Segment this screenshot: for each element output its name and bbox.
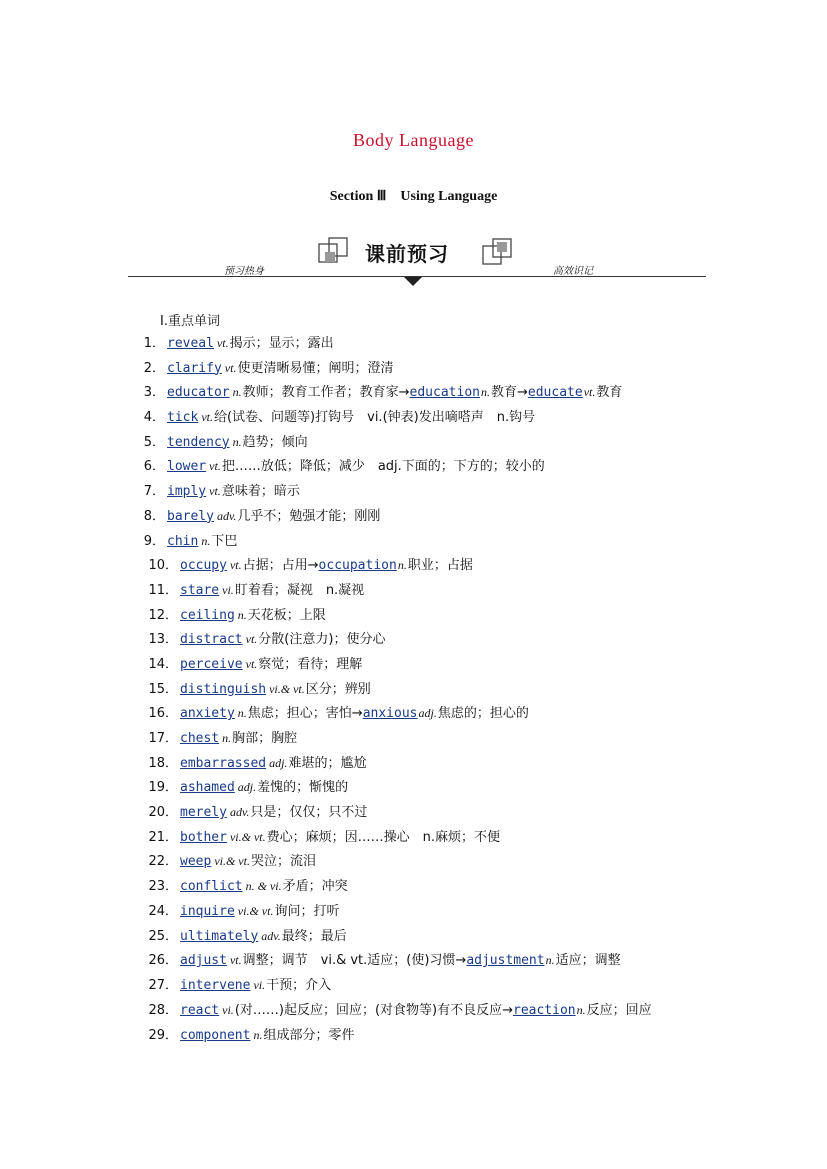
derived-word: adjustment	[466, 953, 545, 969]
item-number: 7．	[143, 484, 165, 500]
vocab-list	[118, 331, 718, 1048]
vocab-word: ultimately	[180, 928, 259, 944]
word-meaning: 组成部分；零件	[263, 1028, 355, 1044]
vocab-item	[118, 800, 718, 825]
part-of-speech: vt.	[209, 459, 221, 474]
item-number: 26．	[148, 953, 178, 969]
word-meaning: 区分；辨别	[305, 681, 371, 697]
item-number: 19．	[148, 780, 178, 796]
derived-meaning: 教育	[596, 385, 623, 401]
word-meaning: 胸部；胸腔	[232, 731, 298, 746]
vocab-item	[118, 924, 718, 949]
item-number: 15．	[148, 681, 178, 697]
vocab-word: component	[180, 1028, 251, 1044]
word-meaning: 羞愧的；惭愧的	[257, 780, 349, 796]
vocab-word: merely	[180, 805, 227, 821]
vocab-word: perceive	[180, 656, 243, 672]
part-of-speech: adv.	[216, 508, 237, 523]
banner-title: 课前预习	[365, 242, 449, 266]
vocab-item	[118, 454, 718, 479]
squares-icon	[317, 236, 351, 270]
vocab-item	[118, 825, 718, 850]
derived-pos: n.	[480, 385, 490, 400]
word-meaning: 给(试卷、问题等)打钩号 vi.(钟表)发出嘀嗒声 n.钩号	[213, 410, 536, 426]
vocab-word: reveal	[167, 336, 214, 351]
word-meaning: (对……)起反应；回应；(对食物等)有不良反应→	[234, 1002, 513, 1018]
vocab-item	[118, 603, 718, 628]
part-of-speech: n.	[201, 533, 211, 548]
vocab-word: anxiety	[180, 706, 235, 722]
vocab-item	[118, 553, 718, 578]
part-of-speech: vi.& vt.	[269, 681, 305, 696]
vocab-word: tick	[167, 410, 199, 426]
item-number: 2．	[143, 360, 165, 376]
vocab-item	[118, 899, 718, 924]
vocab-word: adjust	[180, 953, 227, 969]
vocab-item	[118, 775, 718, 800]
vocab-word: stare	[180, 582, 220, 598]
vocab-word: distinguish	[180, 681, 267, 697]
vocab-item	[118, 973, 718, 998]
part-of-speech: adj.	[269, 755, 288, 770]
vocab-item	[118, 652, 718, 677]
derived-meaning: 焦虑的；担心的	[437, 706, 529, 722]
vocab-word: ceiling	[180, 607, 235, 623]
item-number: 24．	[148, 903, 178, 919]
part-of-speech: n. & vi.	[245, 879, 282, 894]
word-meaning: 哭泣；流泪	[250, 854, 316, 870]
item-number: 9．	[143, 533, 165, 549]
derived-pos: n.	[576, 1002, 586, 1017]
part-of-speech: vt.	[209, 484, 221, 499]
squares-icon	[481, 236, 515, 270]
part-of-speech: adj.	[237, 780, 257, 795]
item-number: 1．	[143, 336, 165, 351]
word-meaning: 费心；麻烦；因……操心 n.麻烦；不便	[266, 829, 500, 845]
part-of-speech: vt.	[224, 360, 237, 375]
preview-banner	[128, 230, 706, 288]
item-number: 20．	[148, 805, 178, 821]
item-number: 10．	[148, 558, 178, 574]
derived-word: educate	[527, 385, 583, 401]
vocab-item	[118, 529, 718, 554]
vocab-word: chin	[167, 533, 199, 549]
derived-pos: n.	[397, 558, 407, 573]
vocab-word: embarrassed	[180, 755, 267, 771]
vocab-word: tendency	[167, 434, 230, 450]
derived-meaning: 适应；调整	[555, 953, 621, 969]
word-meaning: 分散(注意力)；使分心	[258, 632, 386, 648]
word-meaning: 把……放低；降低；减少 adj.下面的；下方的；较小的	[221, 459, 545, 475]
vocab-word: inquire	[180, 903, 235, 919]
item-number: 6．	[143, 459, 165, 475]
vocab-word: intervene	[180, 977, 251, 993]
word-meaning: 只是；仅仅；只不过	[250, 805, 368, 821]
word-meaning: 占据；占用→	[242, 558, 319, 574]
section-heading: Ⅰ.重点单词	[160, 314, 220, 329]
item-number: 12．	[148, 607, 178, 623]
vocab-word: ashamed	[180, 780, 235, 796]
derived-meaning: 教育→	[490, 385, 528, 401]
part-of-speech: n.	[222, 731, 232, 745]
derived-word: education	[409, 385, 480, 401]
vocab-item	[118, 627, 718, 652]
vocab-item	[118, 405, 718, 430]
item-number: 28．	[148, 1002, 178, 1018]
part-of-speech: vi.	[222, 582, 234, 597]
vocab-item	[118, 849, 718, 874]
word-meaning: 下巴	[211, 533, 238, 549]
vocab-item	[118, 380, 718, 405]
item-number: 27．	[148, 977, 178, 993]
part-of-speech: vt.	[245, 632, 258, 647]
part-of-speech: vt.	[245, 656, 258, 671]
vocab-item	[118, 430, 718, 455]
vocab-item	[118, 356, 718, 381]
item-number: 29．	[148, 1028, 178, 1044]
part-of-speech: vi.	[253, 977, 266, 992]
part-of-speech: vt.	[229, 558, 242, 573]
vocab-item	[118, 948, 718, 973]
item-number: 4．	[143, 410, 165, 426]
item-number: 3．	[143, 385, 165, 401]
word-meaning: 天花板；上限	[247, 607, 326, 623]
part-of-speech: n.	[253, 1028, 263, 1043]
derived-word: anxious	[362, 706, 418, 722]
item-number: 18．	[148, 755, 178, 771]
vocab-word: weep	[180, 854, 212, 870]
item-number: 5．	[143, 434, 165, 450]
down-arrow-icon	[404, 277, 422, 286]
part-of-speech: vi.	[222, 1002, 234, 1017]
vocab-item	[118, 504, 718, 529]
word-meaning: 教师；教育工作者；教育家→	[242, 385, 410, 401]
derived-meaning: 职业；占据	[407, 558, 473, 574]
derived-word: reaction	[513, 1002, 576, 1018]
part-of-speech: n.	[232, 434, 242, 449]
part-of-speech: vi.& vt.	[237, 903, 274, 918]
word-meaning: 盯着看；凝视 n.凝视	[234, 582, 365, 598]
part-of-speech: vi.& vt.	[229, 829, 266, 844]
part-of-speech: vt.	[216, 336, 229, 350]
derived-pos: n.	[545, 953, 555, 968]
vocab-item	[118, 1023, 718, 1048]
banner-right-caption: 高效识记	[553, 266, 593, 277]
derived-word: occupation	[318, 558, 397, 574]
word-meaning: 最终；最后	[281, 928, 347, 944]
document-title: Body Language	[353, 130, 474, 150]
vocab-word: occupy	[180, 558, 227, 574]
word-meaning: 焦虑；担心；害怕→	[247, 706, 363, 722]
part-of-speech: adv.	[261, 928, 281, 943]
item-number: 14．	[148, 656, 178, 672]
part-of-speech: vt.	[229, 953, 242, 968]
vocab-item	[118, 331, 718, 356]
derived-meaning: 反应；回应	[586, 1002, 652, 1018]
banner-left-caption: 预习热身	[224, 266, 264, 277]
part-of-speech: vt.	[201, 410, 213, 425]
part-of-speech: vi.& vt.	[214, 854, 250, 869]
vocab-word: lower	[167, 459, 207, 475]
word-meaning: 矛盾；冲突	[282, 879, 348, 895]
item-number: 23．	[148, 879, 178, 895]
vocab-word: chest	[180, 731, 220, 746]
vocab-word: react	[180, 1002, 220, 1018]
vocab-word: distract	[180, 632, 243, 648]
word-meaning: 使更清晰易懂；阐明；澄清	[237, 360, 394, 376]
derived-pos: adj.	[418, 706, 437, 721]
part-of-speech: n.	[237, 706, 247, 721]
word-meaning: 揭示；显示；露出	[229, 336, 334, 351]
section-subtitle: Section Ⅲ Using Language	[329, 189, 498, 204]
part-of-speech: n.	[237, 607, 247, 622]
word-meaning: 察觉；看待；理解	[258, 656, 363, 672]
word-meaning: 询问；打听	[274, 903, 340, 919]
vocab-word: educator	[167, 385, 230, 401]
vocab-item	[118, 677, 718, 702]
vocab-word: clarify	[167, 360, 222, 376]
word-meaning: 干预；介入	[266, 977, 332, 993]
item-number: 22．	[148, 854, 178, 870]
item-number: 25．	[148, 928, 178, 944]
item-number: 11．	[148, 582, 178, 598]
vocab-item	[118, 578, 718, 603]
word-meaning: 意味着；暗示	[221, 484, 300, 500]
item-number: 21．	[148, 829, 178, 845]
vocab-word: bother	[180, 829, 227, 845]
vocab-word: barely	[167, 508, 214, 524]
vocab-word: conflict	[180, 879, 243, 895]
vocab-item	[118, 701, 718, 726]
part-of-speech: adv.	[229, 805, 250, 820]
vocab-item	[118, 479, 718, 504]
vocab-item	[118, 874, 718, 899]
derived-pos: vt.	[583, 385, 596, 400]
vocab-item	[118, 751, 718, 776]
vocab-item	[118, 726, 718, 751]
word-meaning: 几乎不；勉强才能；刚刚	[237, 508, 381, 524]
word-meaning: 调整；调节 vi.& vt.适应；(使)习惯→	[242, 953, 467, 969]
item-number: 16．	[148, 706, 178, 722]
vocab-word: imply	[167, 484, 207, 500]
item-number: 17．	[148, 731, 178, 746]
item-number: 8．	[143, 508, 165, 524]
word-meaning: 难堪的；尴尬	[288, 755, 367, 771]
part-of-speech: n.	[232, 385, 242, 400]
word-meaning: 趋势；倾向	[242, 434, 308, 450]
item-number: 13．	[148, 632, 178, 648]
vocab-item	[118, 998, 713, 1024]
